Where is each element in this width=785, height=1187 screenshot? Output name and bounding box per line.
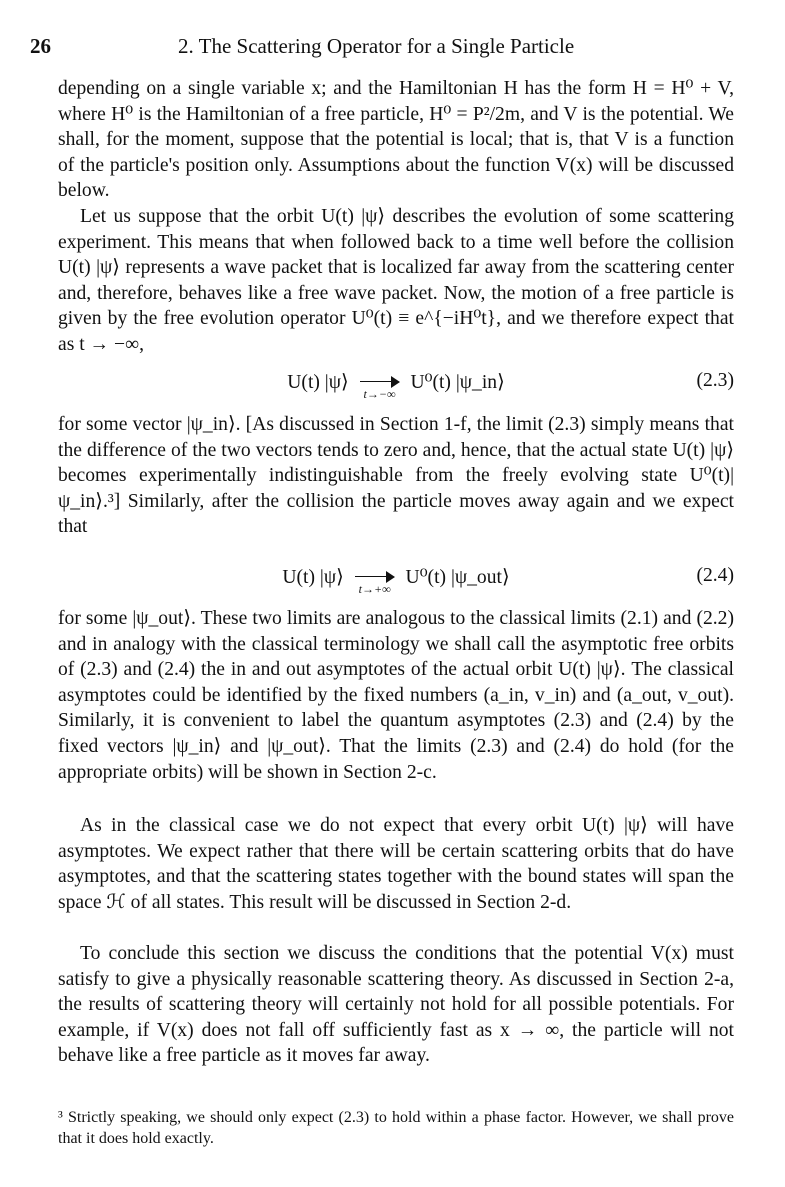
limit-label: t→−∞ xyxy=(363,386,396,401)
limit-label: t→+∞ xyxy=(358,581,391,596)
limit-arrow-icon xyxy=(355,576,395,596)
equation-2-4 xyxy=(58,565,734,605)
limit-arrow-icon xyxy=(360,381,400,401)
equation-lhs: U(t) |ψ⟩ xyxy=(287,372,349,393)
paragraph-6: To conclude this section we discuss the conditions that the potential V(x) must satisfy to give a physically reasonable scattering theory. As discussed in Section 2-a, the results of scattering theory will certainly not hold for all possible potentials. For example, if V(x) does not fall off sufficiently fast as x → ∞, the particle will not behave like a free particle as it moves far away. xyxy=(58,943,734,1067)
equation-number: (2.3) xyxy=(696,370,734,391)
paragraph-4: for some |ψ_out⟩. These two limits are analogous to the classical limits (2.1) and (2.2) and in analogy with the classical terminology we shall call the asymptotic free orbits of (2.3) and (2.4) the in and out asymptotes of the actual orbit U(t) |ψ⟩. The classical asymptotes could be identified by the fixed numbers (a_in, v_in) and (a_out, v_out). Similarly, it is convenient to label the quantum asymptotes (2.3) and (2.4) by the fixed vectors |ψ_in⟩ and |ψ_out⟩. That the limits (2.3) and (2.4) do hold (for the appropriate orbits) will be shown in Section 2-c. xyxy=(58,608,734,783)
running-title: 2. The Scattering Operator for a Single Particle xyxy=(178,34,575,58)
equation-rhs: U⁰(t) |ψ_out⟩ xyxy=(405,567,510,588)
footnote: ³ Strictly speaking, we should only expect (2.3) to hold within a phase factor. However, we shall prove that it does hold exactly. xyxy=(58,1109,734,1147)
equation-rhs: U⁰(t) |ψ_in⟩ xyxy=(410,372,505,393)
equation-lhs: U(t) |ψ⟩ xyxy=(282,567,344,588)
paragraph-2: Let us suppose that the orbit U(t) |ψ⟩ describes the evolution of some scattering experiment. This means that when followed back to a time well before the collision U(t) |ψ⟩ represents a wave packet that is localized far away from the scattering center and, therefore, behaves like a free wave packet. Now, the motion of a free particle is given by the free evolution operator U⁰(t) ≡ e^{−iH⁰t}, and we therefore expect that as t → −∞, xyxy=(58,206,734,355)
paragraph-1: depending on a single variable x; and the Hamiltonian H has the form H = H⁰ + V, where H⁰ is the Hamiltonian of a free particle, H⁰ = P²/2m, and V is the potential. We shall, for the moment, suppose that the potential is local; that is, that V is a function of the particle's position only. Assumptions about the function V(x) will be discussed below. xyxy=(58,78,734,202)
paragraph-3: for some vector |ψ_in⟩. [As discussed in Section 1-f, the limit (2.3) simply means that the difference of the two vectors tends to zero and, hence, that the actual state U(t) |ψ⟩ becomes experimentally indistinguishable from the freely evolving state U⁰(t)|ψ_in⟩.³] Similarly, after the collision the particle moves away again and we expect that xyxy=(58,414,734,538)
page-number: 26 xyxy=(30,34,51,58)
equation-2-3 xyxy=(58,370,734,410)
paragraph-5: As in the classical case we do not expect that every orbit U(t) |ψ⟩ will have asymptotes. We expect rather that there will be certain scattering orbits that do have asymptotes, and that the scattering states together with the bound states will span the space ℋ of all states. This result will be discussed in Section 2-d. xyxy=(58,815,734,913)
equation-number: (2.4) xyxy=(696,565,734,586)
